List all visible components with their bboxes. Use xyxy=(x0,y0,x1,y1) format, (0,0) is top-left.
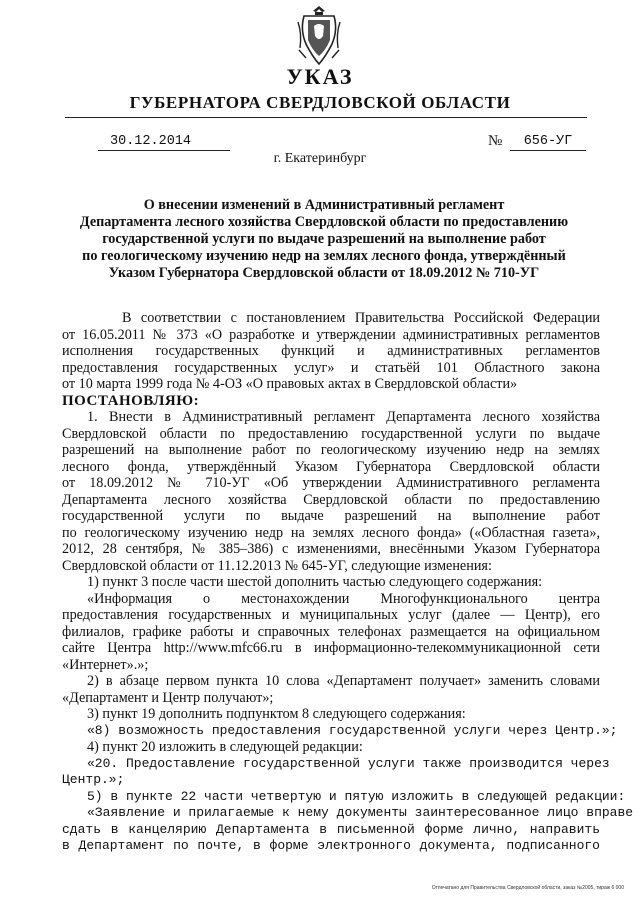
heading-line: Указом Губернатора Свердловской области от 18.09.2012 № 710-УГ xyxy=(108,265,540,281)
item1-line: государственной услуги по выдаче разрешений на выполнение работ xyxy=(62,508,600,524)
subitem-1-quote-line: филиалов, графике работы и справочных телефонах размещается на официальном xyxy=(62,623,600,640)
preamble-line: от 10 марта 1999 года № 4-ОЗ «О правовых актах в Свердловской области» xyxy=(62,376,518,392)
subitem-1-quote-line: сайте Центра http://www.mfc66.ru в информационно-телекоммуникационной сети xyxy=(62,640,600,656)
number-sign: № xyxy=(488,133,503,149)
item1-line: лесного фонда, утверждённый Указом Губернатора Свердловской области xyxy=(62,458,600,475)
document-subtitle: ГУБЕРНАТОРА СВЕРДЛОВСКОЙ ОБЛАСТИ xyxy=(129,93,511,112)
subitem-3-quote: «8) возможность предоставления государственной услуги через Центр.»; xyxy=(87,722,618,738)
header-divider xyxy=(65,117,587,118)
item1-line: от 18.09.2012 № 710-УГ «Об утверждении Административного регламента xyxy=(62,475,600,491)
subitem-5: 5) в пункте 22 части четвертую и пятую изложить в следующей редакции: xyxy=(87,788,626,804)
item1-line: Свердловской области по предоставлению государственной услуги по выдаче xyxy=(62,425,600,442)
subitem-1-quote-line: предоставления государственных и муниципальных услуг (далее — Центр), его xyxy=(62,607,600,623)
subitem-4: 4) пункт 20 изложить в следующей редакции: xyxy=(87,739,363,755)
subitem-4-quote-line: Центр.»; xyxy=(62,772,125,787)
preamble-line: В соответствии с постановлением Правительства Российской Федерации xyxy=(122,310,600,326)
subitem-5-quote-line: сдать в канцелярию Департамента в письменной форме лично, направить xyxy=(62,821,600,837)
item1-line: Свердловской области от 11.12.2013 № 645-УГ, следующие изменения: xyxy=(62,557,492,574)
document-heading xyxy=(60,197,588,282)
postanovlyayu-heading: ПОСТАНОВЛЯЮ: xyxy=(62,392,200,409)
item1-line: Департамента лесного хозяйства Свердловской области по предоставлению xyxy=(62,491,600,508)
preamble-line: исполнения государственных функций и административных регламентов xyxy=(62,343,600,359)
subitem-4-quote-line: «20. Предоставление государственной услуги также производится через xyxy=(87,755,610,771)
item1-line: 1. Внести в Административный регламент Департамента лесного хозяйства xyxy=(87,409,600,425)
preamble-line: от 16.05.2011 № 373 «О разработке и утверждении административных регламентов xyxy=(62,326,600,343)
heading-line: Департамента лесного хозяйства Свердловской области по предоставлению xyxy=(79,214,569,230)
document-body xyxy=(62,310,634,855)
subitem-5-quote-line: «Заявление и прилагаемые к нему документы заинтересованное лицо вправе xyxy=(87,805,634,820)
subitem-2-line: 2) в абзаце первом пункта 10 слова «Департамент получает» заменить словами xyxy=(87,673,600,689)
document-date: 30.12.2014 xyxy=(110,134,192,149)
subitem-3: 3) пункт 19 дополнить подпунктом 8 следующего содержания: xyxy=(87,706,466,722)
city: г. Екатеринбург xyxy=(273,151,367,166)
subitem-5-quote-line: в Департамент по почте, в форме электронного документа, подписанного xyxy=(62,838,600,853)
item1-line: 2012, 28 сентября, № 385–386) с изменениями, внесёнными Указом Губернатора xyxy=(62,541,600,557)
subitem-2-line: «Департамент и Центр получают»; xyxy=(62,689,274,706)
coat-of-arms-icon xyxy=(296,4,342,66)
document-title: УКАЗ xyxy=(286,64,354,89)
document-number: 656-УГ xyxy=(523,134,573,149)
heading-line: О внесении изменений в Административный регламент xyxy=(143,197,505,213)
item1-line: разрешений на выполнение работ по геологическому изучению недр на землях xyxy=(62,442,600,458)
subitem-1-quote-line: «Информация о местонахождении Многофункционального центра xyxy=(87,590,600,607)
heading-line: по геологическому изучению недр на землях лесного фонда, утверждённый xyxy=(82,248,566,264)
preamble-line: предоставления государственных услуг» и статьёй 101 Областного закона xyxy=(62,359,600,376)
item1-line: по геологическому изучению недр на землях лесного фонда» («Областная газета», xyxy=(62,524,600,541)
heading-line: государственной услуги по выдаче разрешений на выполнение работ xyxy=(102,231,546,247)
print-footer: Отпечатано для Правительства Свердловской области, заказ №2005, тираж 6 000 xyxy=(431,885,624,891)
subitem-1-quote-line: «Интернет».»; xyxy=(62,656,149,673)
subitem-1: 1) пункт 3 после части шестой дополнить частью следующего содержания: xyxy=(87,574,543,590)
